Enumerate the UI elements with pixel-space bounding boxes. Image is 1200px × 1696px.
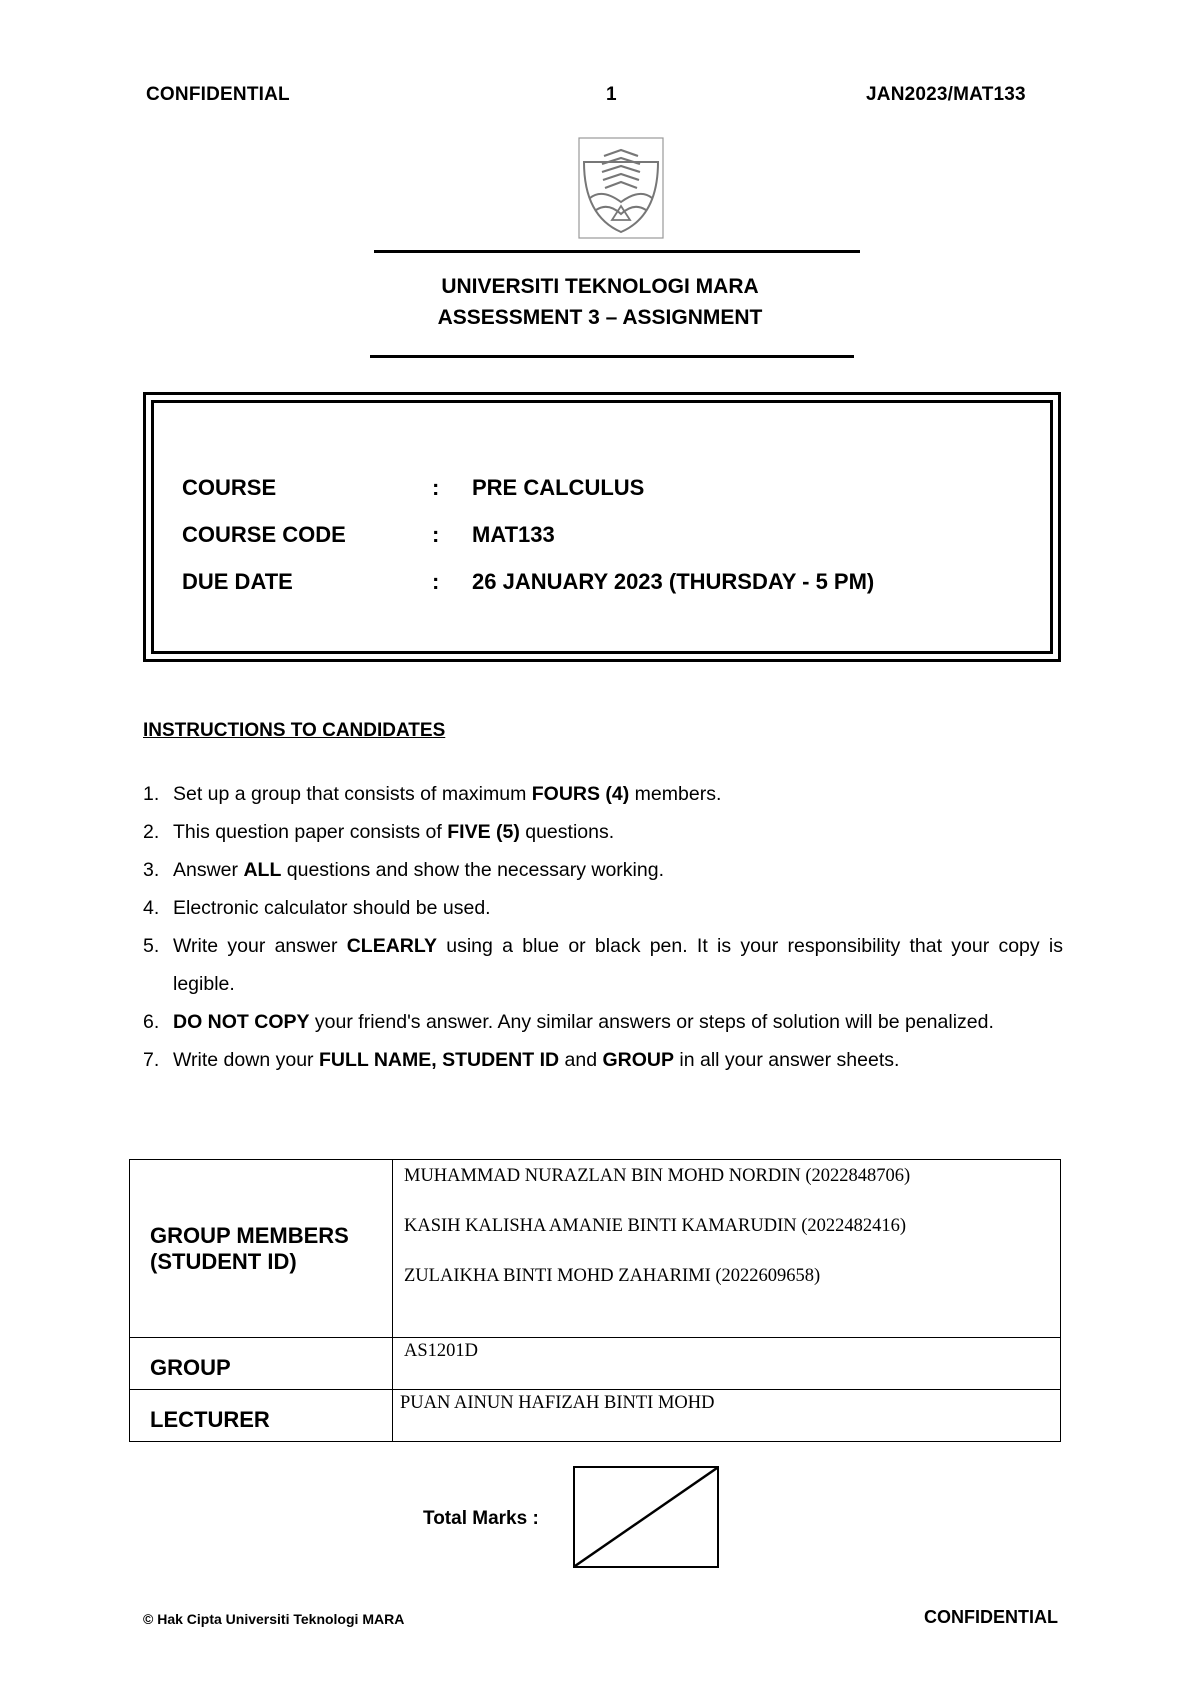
title-rule-top <box>374 250 860 253</box>
instructions-heading: INSTRUCTIONS TO CANDIDATES <box>143 720 446 741</box>
course-label: COURSE <box>182 475 277 500</box>
lecturer-label: LECTURER <box>130 1390 393 1442</box>
group-value: AS1201D <box>393 1338 1061 1390</box>
university-name: UNIVERSITI TEKNOLOGI MARA <box>441 275 759 298</box>
course-code-value: MAT133 <box>472 522 555 547</box>
instructions-list <box>143 775 1063 1079</box>
total-marks-label: Total Marks : <box>423 1508 539 1529</box>
member-name: MUHAMMAD NURAZLAN BIN MOHD NORDIN (2022848706) <box>404 1166 911 1186</box>
footer-confidential: CONFIDENTIAL <box>924 1607 1058 1627</box>
due-date-value: 26 JANUARY 2023 (THURSDAY - 5 PM) <box>472 569 875 594</box>
total-marks-box <box>573 1466 719 1568</box>
list-item: 6. DO NOT COPY your friend's answer. Any similar answers or steps of solution will be penalized. <box>143 1011 994 1033</box>
separator: : <box>432 475 440 500</box>
separator: : <box>432 569 440 594</box>
assessment-title: ASSESSMENT 3 – ASSIGNMENT <box>437 306 763 329</box>
member-name: KASIH KALISHA AMANIE BINTI KAMARUDIN (2022482416) <box>404 1216 907 1236</box>
list-item: 1. Set up a group that consists of maximum FOURS (4) members. <box>143 783 722 805</box>
title-rule-bottom <box>370 355 854 358</box>
due-date-label: DUE DATE <box>182 569 293 594</box>
header-confidential: CONFIDENTIAL <box>146 84 290 105</box>
table-row <box>130 1160 1061 1338</box>
group-members-cell <box>393 1160 1061 1338</box>
header-course-ref: JAN2023/MAT133 <box>866 84 1026 105</box>
diagonal-slash-icon <box>575 1468 717 1566</box>
course-info-box <box>143 392 1061 662</box>
group-label: GROUP <box>130 1338 393 1390</box>
course-code-label: COURSE CODE <box>182 522 346 547</box>
table-row <box>130 1338 1061 1390</box>
list-item: 3. Answer ALL questions and show the necessary working. <box>143 859 664 881</box>
footer-copyright: © Hak Cipta Universiti Teknologi MARA <box>143 1611 405 1627</box>
group-members-table <box>129 1159 1061 1442</box>
list-item: 5. Write your answer CLEARLY using a blue or black pen. It is your responsibility that your copy is legible. <box>143 935 1063 995</box>
separator: : <box>432 522 440 547</box>
header-page-number: 1 <box>606 84 617 105</box>
lecturer-value: PUAN AINUN HAFIZAH BINTI MOHD <box>393 1390 1061 1442</box>
uitm-crest-icon <box>576 136 666 240</box>
table-row <box>130 1390 1061 1442</box>
group-members-label: GROUP MEMBERS (STUDENT ID) <box>130 1160 393 1338</box>
course-value: PRE CALCULUS <box>472 475 645 500</box>
list-item: 4. Electronic calculator should be used. <box>143 897 491 919</box>
list-item: 7. Write down your FULL NAME, STUDENT ID and GROUP in all your answer sheets. <box>143 1049 900 1071</box>
list-item: 2. This question paper consists of FIVE (5) questions. <box>143 821 615 843</box>
member-name: ZULAIKHA BINTI MOHD ZAHARIMI (2022609658) <box>404 1266 821 1286</box>
